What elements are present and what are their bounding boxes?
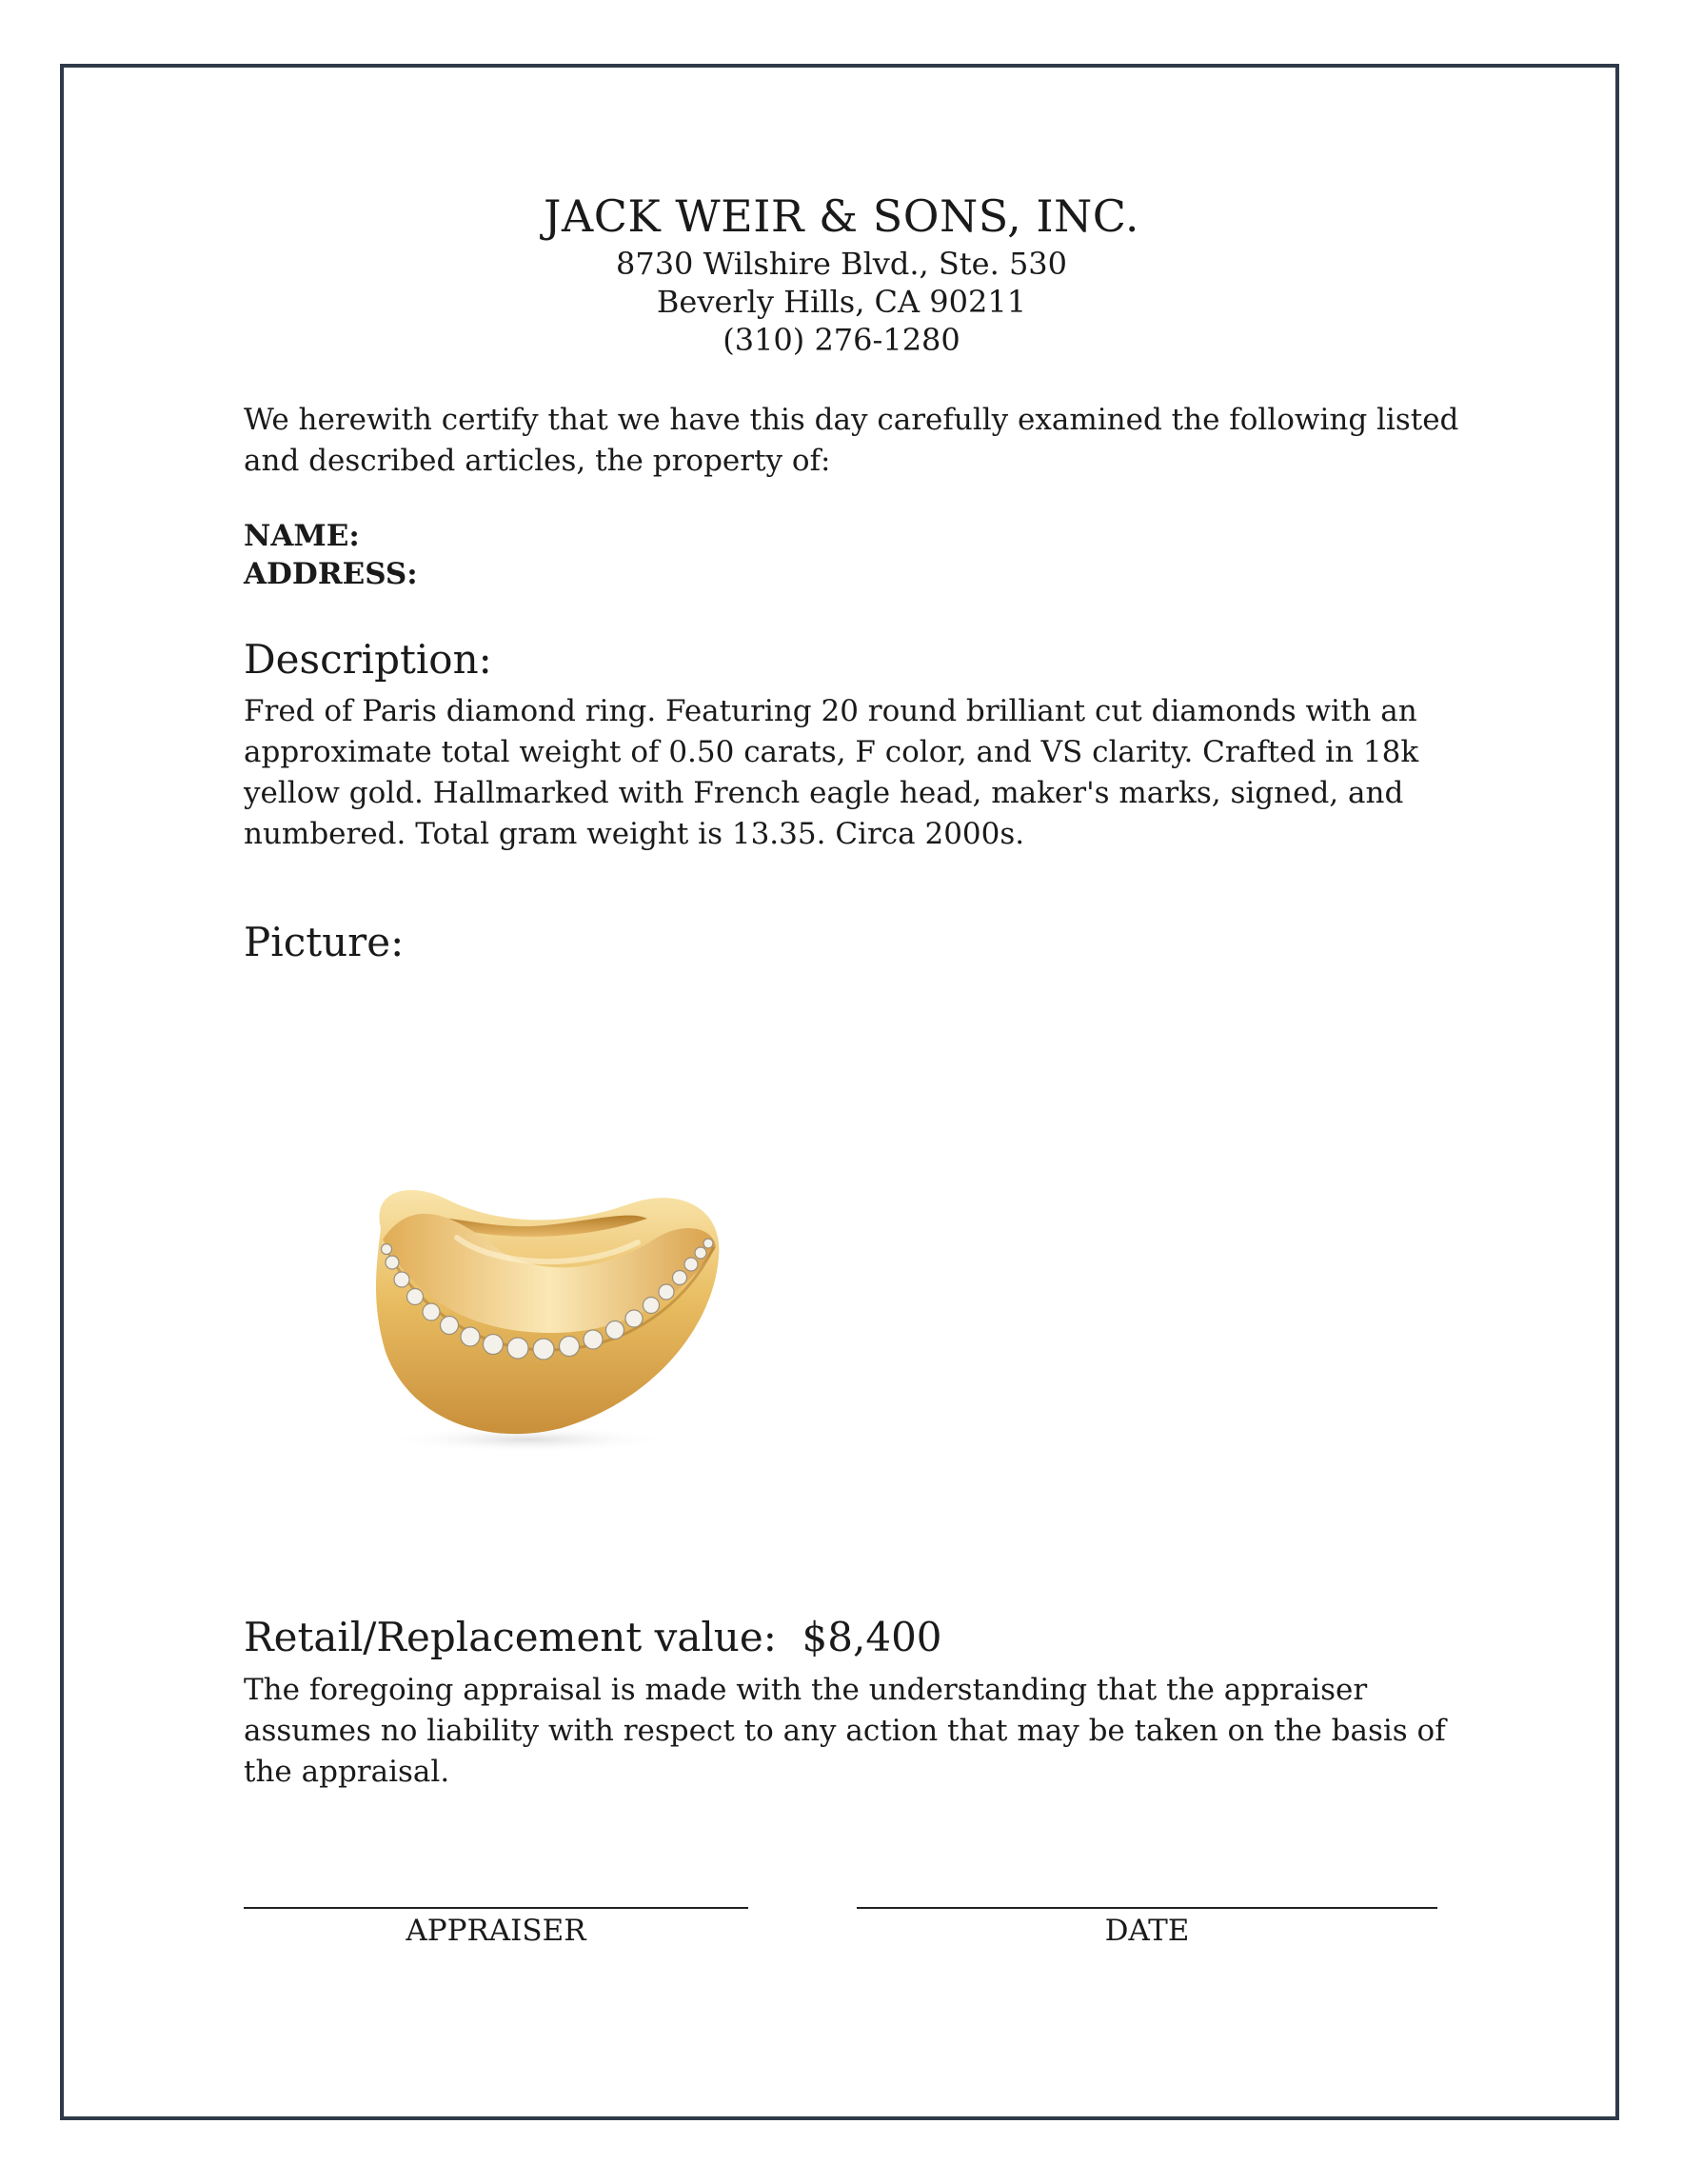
valuation-label: Retail/Replacement value: <box>244 1614 777 1660</box>
appraiser-label: APPRAISER <box>406 1914 586 1948</box>
company-name: JACK WEIR & SONS, INC. <box>544 190 1139 242</box>
owner-address-label: ADDRESS: <box>244 557 418 591</box>
certification-statement: We herewith certify that we have this day carefully examined the following listed and described articles, the property of: <box>244 403 1459 478</box>
gold-diamond-ring-image <box>343 1171 742 1457</box>
picture-heading: Picture: <box>244 919 405 965</box>
company-address-line1: 8730 Wilshire Blvd., Ste. 530 <box>615 246 1068 282</box>
valuation-line <box>244 1614 942 1660</box>
appraiser-signature-line <box>244 1907 748 1909</box>
owner-name-label: NAME: <box>244 519 360 553</box>
description-heading: Description: <box>244 636 492 683</box>
date-signature-line <box>857 1907 1437 1909</box>
description-text: Fred of Paris diamond ring. Featuring 20 round brilliant cut diamonds with an approximate total weight of 0.50 carats, F color, and VS clarity. Crafted in 18k yellow gold. Hallmarked with French eagle head, maker's marks, signed, and numbered. Total gram weight is 13.35. Circa 2000s. <box>244 694 1419 851</box>
valuation-amount: $8,400 <box>802 1614 942 1660</box>
company-phone: (310) 276-1280 <box>723 322 960 358</box>
date-label: DATE <box>1104 1914 1190 1948</box>
disclaimer-text: The foregoing appraisal is made with the understanding that the appraiser assumes no liability with respect to any action that may be taken on the basis of the appraisal. <box>244 1673 1446 1789</box>
company-address-line2: Beverly Hills, CA 90211 <box>656 284 1027 320</box>
document-border <box>60 64 1619 2120</box>
